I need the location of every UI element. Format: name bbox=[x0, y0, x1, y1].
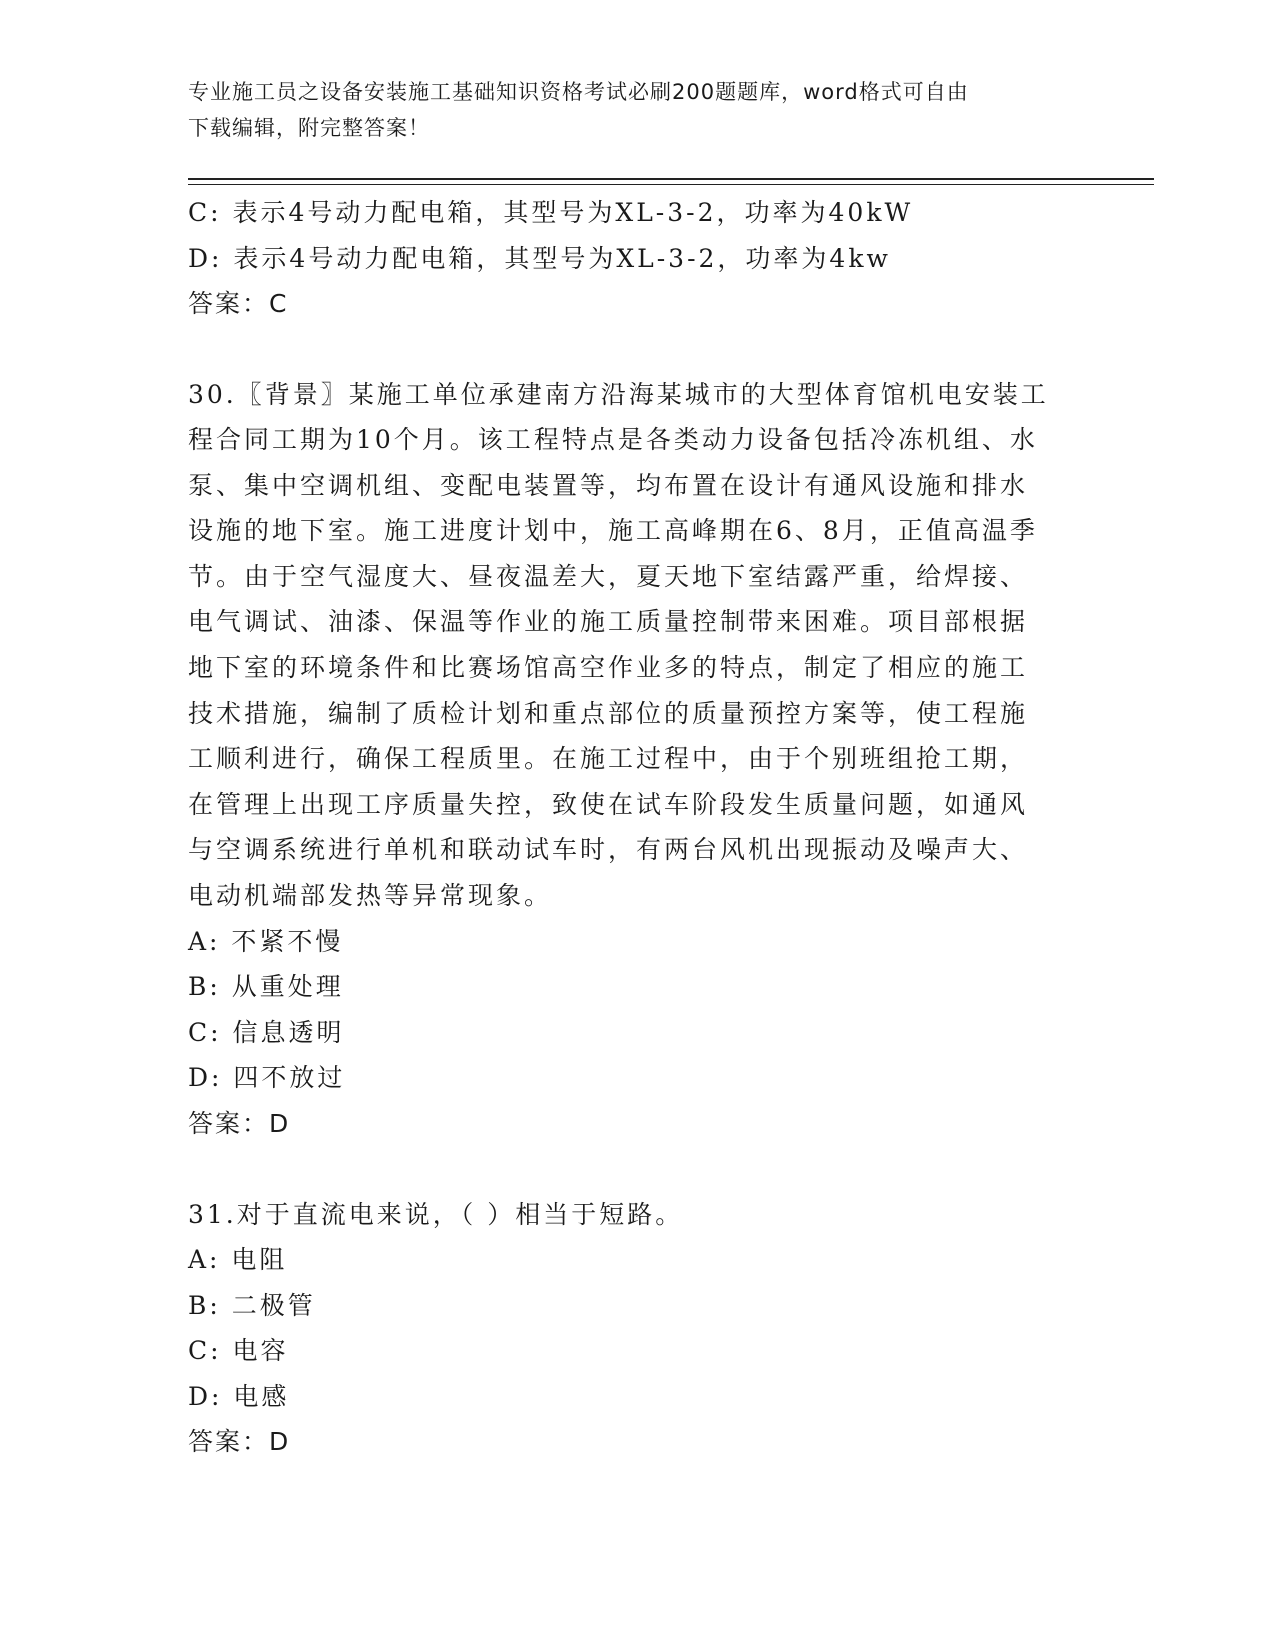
question-stem-line: 30.〖背景〗某施工单位承建南方沿海某城市的大型体育馆机电安装工 bbox=[188, 379, 1049, 409]
answer-line: 答案：C bbox=[188, 289, 289, 318]
answer-line: 答案：D bbox=[188, 1427, 291, 1456]
option-c: C: 信息透明 bbox=[188, 1017, 345, 1047]
question-stem-line: 电气调试、油漆、保温等作业的施工质量控制带来困难。项目部根据 bbox=[188, 607, 1029, 637]
question-stem-line: 泵、集中空调机组、变配电装置等，均布置在设计有通风设施和排水 bbox=[188, 470, 1029, 500]
header-line-1: 专业施工员之设备安装施工基础知识资格考试必刷200题题库，word格式可自由 bbox=[188, 80, 969, 104]
spacer bbox=[188, 1147, 1088, 1192]
answer-line: 答案：D bbox=[188, 1109, 291, 1138]
question-stem: 31.对于直流电来说，（ ）相当于短路。 bbox=[188, 1199, 684, 1229]
header-divider-thin bbox=[188, 184, 1154, 185]
question-stem-line: 电动机端部发热等异常现象。 bbox=[188, 881, 553, 911]
option-b: B: 从重处理 bbox=[188, 972, 344, 1002]
header-line-2: 下载编辑，附完整答案！ bbox=[188, 116, 430, 140]
option-a: A: 不紧不慢 bbox=[188, 926, 344, 956]
question-stem-line: 设施的地下室。施工进度计划中，施工高峰期在6、8月，正值高温季 bbox=[188, 516, 1038, 546]
document-body bbox=[188, 190, 1088, 1465]
question-30 bbox=[188, 372, 1088, 1147]
option-d: D: 电感 bbox=[188, 1381, 290, 1411]
question-stem-line: 程合同工期为10个月。该工程特点是各类动力设备包括冷冻机组、水 bbox=[188, 425, 1038, 455]
question-stem-line: 与空调系统进行单机和联动试车时，有两台风机出现振动及噪声大、 bbox=[188, 835, 1029, 865]
question-stem-line: 在管理上出现工序质量失控，致使在试车阶段发生质量问题，如通风 bbox=[188, 789, 1029, 819]
question-31 bbox=[188, 1192, 1088, 1465]
option-a: A: 电阻 bbox=[188, 1245, 288, 1274]
question-29-tail bbox=[188, 190, 1088, 327]
spacer bbox=[188, 327, 1088, 372]
question-stem-line: 地下室的环境条件和比赛场馆高空作业多的特点，制定了相应的施工 bbox=[188, 653, 1029, 683]
question-stem-line: 节。由于空气湿度大、昼夜温差大，夏天地下室结露严重，给焊接、 bbox=[188, 561, 1029, 591]
option-c: C: 电容 bbox=[188, 1336, 289, 1365]
option-d: D: 表示4号动力配电箱，其型号为XL-3-2，功率为4kw bbox=[188, 243, 891, 273]
question-stem-line: 工顺利进行，确保工程质里。在施工过程中，由于个别班组抢工期， bbox=[188, 744, 1029, 774]
option-d: D: 四不放过 bbox=[188, 1063, 346, 1093]
question-stem-line: 技术措施，编制了质检计划和重点部位的质量预控方案等，使工程施 bbox=[188, 698, 1029, 728]
option-c: C: 表示4号动力配电箱，其型号为XL-3-2，功率为40kW bbox=[188, 198, 914, 227]
document-header bbox=[188, 74, 1068, 146]
option-b: B: 二极管 bbox=[188, 1290, 316, 1320]
header-divider-thick bbox=[188, 178, 1154, 180]
